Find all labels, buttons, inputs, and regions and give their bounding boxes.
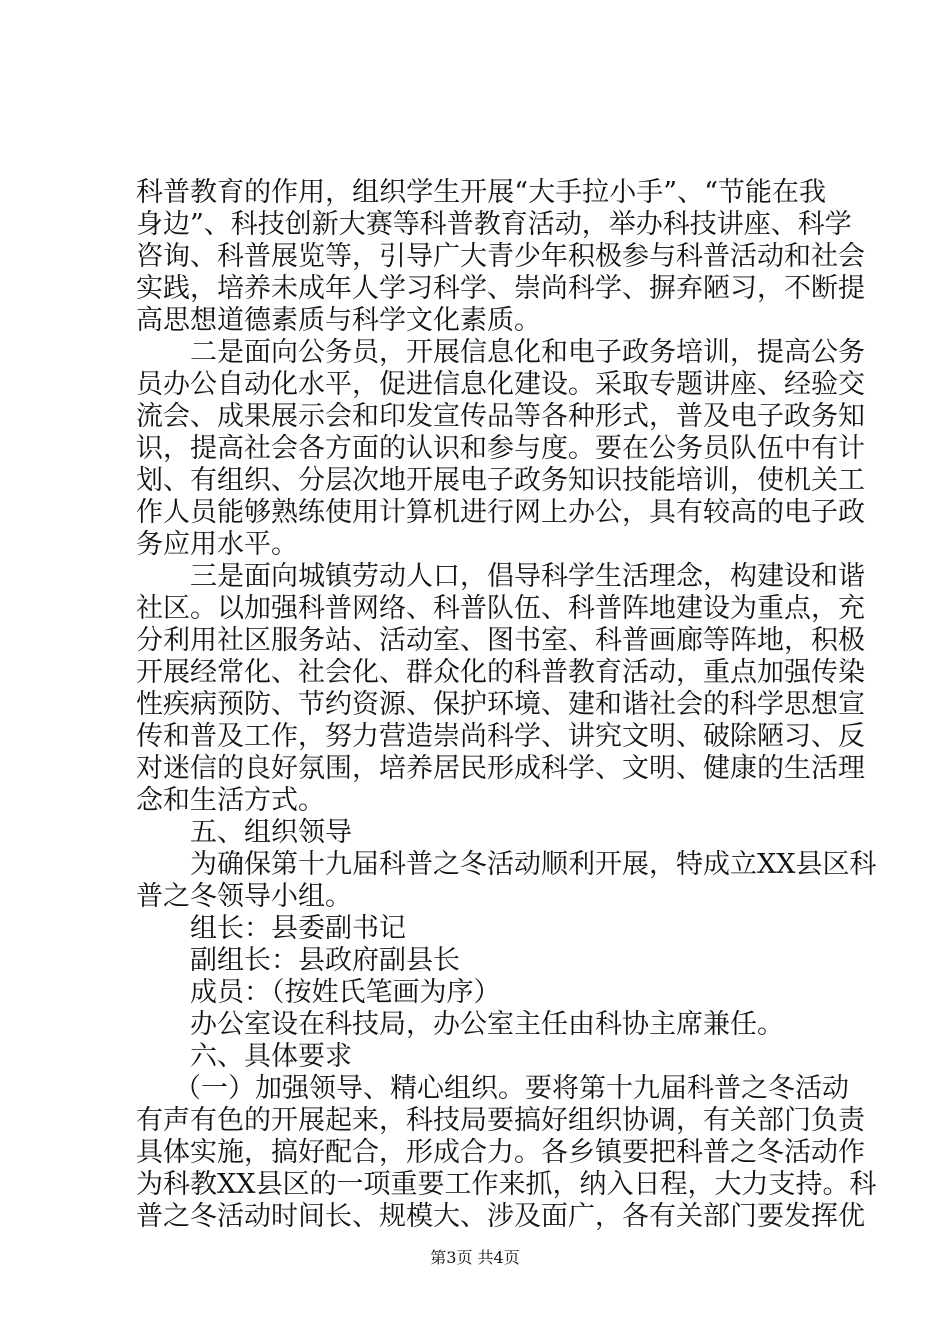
page-footer: 第3页 共4页 [430,1248,520,1267]
text-line: 为确保第十九届科普之冬活动顺利开展，特成立XX县区科 [190,849,877,880]
text-line: 传和普及工作，努力营造崇尚科学、讲究文明、破除陋习、反 [136,721,865,752]
section-heading: 五、组织领导 [190,817,352,848]
text-line: 高思想道德素质与科学文化素质。 [136,305,541,336]
section-heading: 六、具体要求 [190,1041,352,1072]
text-line: 普之冬活动时间长、规模大、涉及面广，各有关部门要发挥优 [136,1201,865,1232]
text-line: 成员：（按姓氏笔画为序） [190,977,501,1008]
text-line: 咨询、科普展览等，引导广大青少年积极参与科普活动和社会 [136,241,865,272]
text-line: 三是面向城镇劳动人口，倡导科学生活理念，构建设和谐 [190,561,865,592]
text-line: 有声有色的开展起来，科技局要搞好组织协调，有关部门负责 [136,1105,865,1136]
text-line: 开展经常化、社会化、群众化的科普教育活动，重点加强传染 [136,657,865,688]
text-line: 普之冬领导小组。 [136,881,352,912]
text-line: 分利用社区服务站、活动室、图书室、科普画廊等阵地，积极 [136,625,865,656]
text-line: 划、有组织、分层次地开展电子政务知识技能培训，使机关工 [136,465,865,496]
text-line: 社区。以加强科普网络、科普队伍、科普阵地建设为重点，充 [136,593,865,624]
text-line: 二是面向公务员，开展信息化和电子政务培训，提高公务 [190,337,865,368]
text-line: （一）加强领导、精心组织。要将第十九届科普之冬活动 [174,1073,849,1104]
text-line: 组长：县委副书记 [190,913,406,944]
text-line: 副组长：县政府副县长 [190,945,460,976]
text-line: 念和生活方式。 [136,785,325,816]
text-line: 科普教育的作用，组织学生开展“大手拉小手”、“节能在我 [136,177,826,208]
text-line: 对迷信的良好氛围，培养居民形成科学、文明、健康的生活理 [136,753,865,784]
text-line: 员办公自动化水平，促进信息化建设。采取专题讲座、经验交 [136,369,865,400]
text-line: 流会、成果展示会和印发宣传品等各种形式，普及电子政务知 [136,401,865,432]
text-line: 性疾病预防、节约资源、保护环境、建和谐社会的科学思想宣 [136,689,865,720]
text-line: 识，提高社会各方面的认识和参与度。要在公务员队伍中有计 [136,433,865,464]
text-line: 作人员能够熟练使用计算机进行网上办公，具有较高的电子政 [136,497,865,528]
text-line: 实践，培养未成年人学习科学、崇尚科学、摒弃陋习，不断提 [136,273,865,304]
text-line: 务应用水平。 [136,529,298,560]
text-line: 办公室设在科技局，办公室主任由科协主席兼任。 [190,1009,784,1040]
text-line: 为科教XX县区的一项重要工作来抓，纳入日程，大力支持。科 [136,1169,877,1200]
text-line: 具体实施，搞好配合，形成合力。各乡镇要把科普之冬活动作 [136,1137,865,1168]
text-line: 身边”、科技创新大赛等科普教育活动，举办科技讲座、科学 [136,209,852,240]
